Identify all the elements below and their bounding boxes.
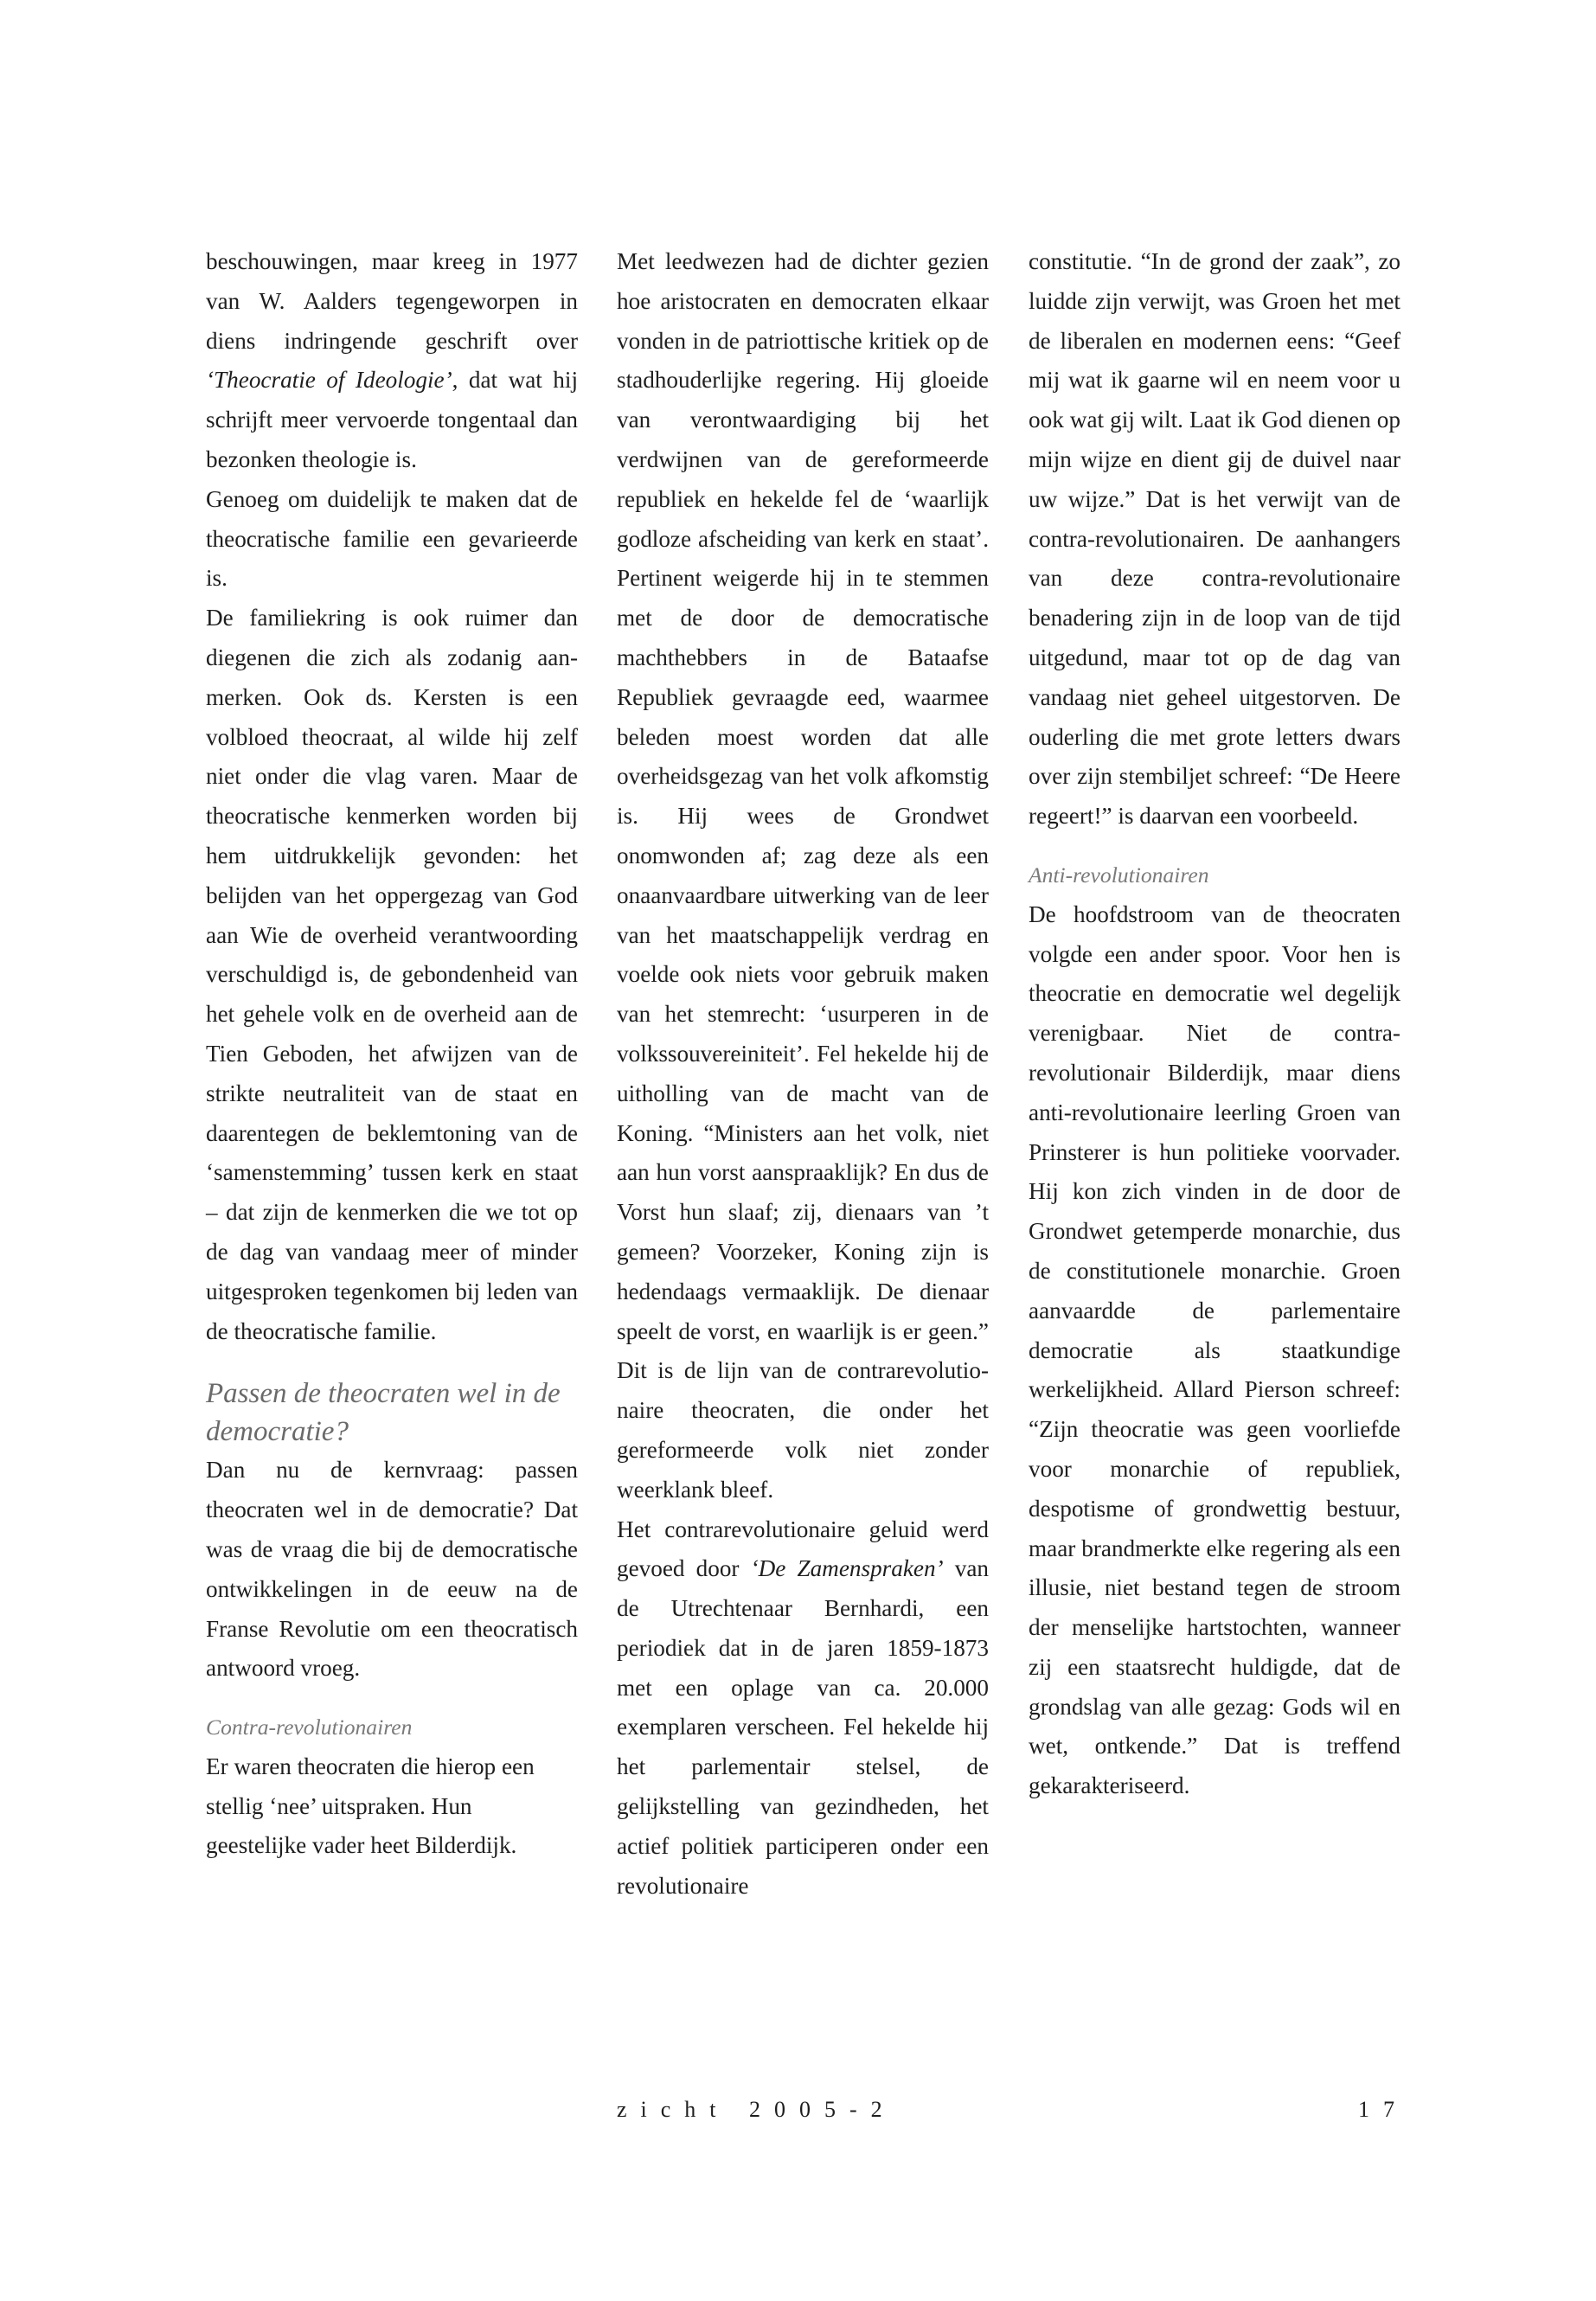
subheading: Contra-revolutionairen [206,1715,413,1740]
paragraph: Dan nu de kernvraag: passen theocraten wel in de democratie? Dat was de vraag die bij de democratische ontwikkelingen in de eeuw na de Franse Revolutie om een theocratisch antwoord vroeg. [206,1457,578,1682]
paragraph: Er waren theocraten die hierop een stellig ‘nee’ uitspraken. Hun geestelijke vader heet Bilderdijk. [206,1753,535,1859]
paragraph-text: beschouwingen, maar kreeg in 1977 van W. Aalders tegengeworpen in diens indringende geschrift over [206,248,578,354]
column-3 [1029,242,1401,1806]
paragraph: De hoofdstroom van de theocraten volgde een ander spoor. Voor hen is theocratie en democratie wel degelijk verenigbaar. Niet de contra-revolutionair Bilderdijk, maar diens anti-revolutionaire leerling Groen van Prinsterer is hun politieke voorvader. Hij kon zich vinden in de door de Grondwet getemperde monarchie, dus de constitutionele monarchie. Groen aanvaardde de parlementaire democratie als staatkundige werkelijkheid. Allard Pierson schreef: “Zijn theocratie was geen voorliefde voor monarchie of republiek, despotisme of grondwettig bestuur, maar brandmerkte elke regering als een illusie, niet bestand tegen de stroom der menselijke hartstochten, wanneer zij een staatsrecht huldigde, dat de grondslag van alle gezag: Gods wil en wet, ontkende.” Dat is treffend gekarakteriseerd. [1029,901,1401,1799]
italic-title: ‘Theocratie of Ideologie’ [206,367,452,394]
paragraph: constitutie. “In de grond der zaak”, zo luidde zijn verwijt, was Groen het met de liberalen en modernen eens: “Geef mij wat ik gaarne wil en neem voor u ook wat gij wilt. Laat ik God dienen op mijn wijze en dient gij de duivel naar uw wijze.” Dat is het verwijt van de contra-revolutionairen. De aanhangers van deze contra-revolutionaire benadering zijn in de loop van de tijd uitgedund, maar tot op de dag van vandaag niet geheel uitgestorven. De ouderling die met grote letters dwars over zijn stembiljet schreef: “De Heere regeert!” is daarvan een voorbeeld. [1029,248,1401,830]
section-heading: Passen de theocraten wel in de democratie? [206,1378,561,1448]
paragraph-text: , dat wat hij schrijft meer vervoerde tongentaal dan bezonken theologie is. [206,367,578,472]
paragraph [206,242,578,480]
paragraph: Genoeg om duidelijk te maken dat de theocratische familie een gevarieerde is. [206,485,578,592]
subheading: Anti-revolutionairen [1029,862,1209,888]
column-2 [617,242,989,1906]
paragraph-text: Het contrarevolutionaire geluid werd gevoed door [617,1516,989,1582]
paragraph [617,1510,989,1907]
paragraph: Met leedwezen had de dichter gezien hoe aristocraten en democraten elkaar vonden in de patriottische kritiek op de stadhouderlijke regering. Hij gloeide van verontwaardiging bij het verdwijnen van de gereformeerde republiek en hekelde fel de ‘waarlijk godloze afscheiding van kerk en staat’. Pertinent weigerde hij in te stemmen met de door de democratische machthebbers in de Bataafse Republiek gevraagde eed, waarmee beleden moest worden dat alle overheidsgezag van het volk afkomstig is. Hij wees de Grondwet onomwonden af; zag deze als een onaanvaardbare uitwerking van de leer van het maatschappelijk verdrag en voelde ook niets voor gebruik maken van het stemrecht: ‘usurperen in de volkssouvereiniteit’. Fel hekelde hij de uitholling van de macht van de Koning. “Ministers aan het volk, niet aan hun vorst aanspraaklijk? En dus de Vorst hun slaaf; zij, dienaars van ’t gemeen? Voorzeker, Koning zijn is hedendaags vermaaklijk. De dienaar speelt de vorst, en waarlijk is er geen.” Dit is de lijn van de contrarevolutionaire theocraten, die onder het gereformeerde volk niet zonder weerklank bleef. [617,248,989,1503]
italic-title: ‘De Zamenspraken’ [750,1555,944,1582]
page-number: 17 [1358,2097,1408,2122]
paragraph-text: van de Utrechtenaar Bernhardi, een periodiek dat in de jaren 1859-1873 met een oplage van ca. 20.000 exemplaren verscheen. Fel hekelde hij het parlementair stelsel, de gelijkstelling van gezindheden, het actief politiek participeren onder een revolutionaire [617,1555,989,1899]
paragraph: De familiekring is ook ruimer dan diegenen die zich als zodanig aanmerken. Ook ds. Kersten is een volbloed theocraat, al wilde hij zelf niet onder die vlag varen. Maar de theocratische kenmerken worden bij hem uitdrukkelijk gevonden: het belijden van het oppergezag van God aan Wie de overheid verantwoording verschuldigd is, de gebondenheid van het gehele volk en de overheid aan de Tien Geboden, het afwijzen van de strikte neutraliteit van de staat en daarentegen de beklemtoning van de ‘samenstemming’ tussen kerk en staat – dat zijn de kenmerken die we tot op de dag van vandaag meer of minder uitgesproken tegenkomen bij leden van de theocratische familie. [206,605,578,1344]
column-1 [206,242,578,1866]
footer-magazine: zicht 2005-2 [617,2097,896,2122]
